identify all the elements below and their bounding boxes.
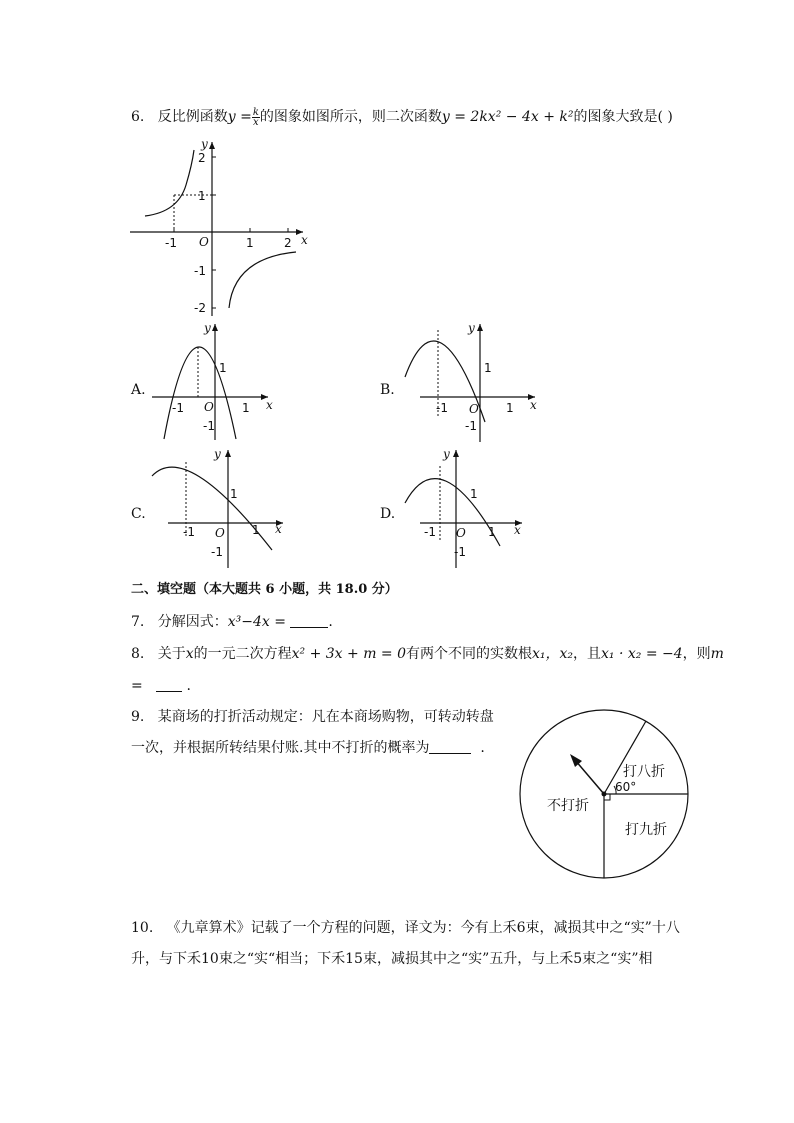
svg-text:O: O <box>456 526 466 540</box>
svg-text:1: 1 <box>219 361 227 375</box>
q8-equation: x² + 3x + m = 0 <box>291 646 407 662</box>
svg-text:-1: -1 <box>424 525 436 539</box>
q6-number: 6. <box>131 109 145 125</box>
q9-line1: 9. 某商场的打折活动规定：凡在本商场购物，可转动转盘 <box>131 709 494 725</box>
main-xtick-neg1: -1 <box>165 236 177 250</box>
svg-text:1: 1 <box>506 401 514 415</box>
q6-text-before: 反比例函数 <box>157 109 228 125</box>
svg-text:1: 1 <box>242 401 250 415</box>
option-a-graph[interactable] <box>150 322 280 442</box>
q6-main-graph <box>128 137 328 320</box>
q6-line <box>131 107 673 127</box>
wheel-angle: 60° <box>615 780 637 794</box>
q9-spinner-wheel <box>517 706 697 886</box>
section2-title: 二、填空题（本大题共 6 小题，共 18.0 分） <box>131 582 398 597</box>
svg-text:1: 1 <box>488 525 496 539</box>
option-d-label[interactable]: D. <box>380 506 396 522</box>
q8-answer-blank[interactable] <box>156 677 182 692</box>
q6-fraction: $\frac{k}{x}$ <box>252 106 259 128</box>
svg-text:y: y <box>204 321 211 335</box>
option-d-graph[interactable] <box>400 448 560 568</box>
svg-text:x: x <box>530 398 537 412</box>
svg-text:x: x <box>514 523 521 537</box>
wheel-pointer <box>575 760 604 794</box>
svg-text:1: 1 <box>470 487 478 501</box>
svg-text:-1: -1 <box>465 419 477 433</box>
q10-line2: 升，与下禾10束之“实“相当；下禾15束，减损其中之“实”五升，与上禾5束之“实”相 <box>131 951 653 967</box>
wheel-sector-8: 打八折 <box>623 764 665 780</box>
main-xtick-1: 1 <box>246 236 254 250</box>
main-ytick-neg2: -2 <box>194 301 206 315</box>
option-b-graph[interactable] <box>400 322 560 442</box>
q7-line: 7. 分解因式：x³−4x = . <box>131 614 333 630</box>
main-ytick-1: 1 <box>198 189 206 203</box>
q6-formula1-lhs: y = <box>227 109 252 125</box>
svg-text:-1: -1 <box>203 419 215 433</box>
svg-text:1: 1 <box>252 523 260 537</box>
q6-formula2: y = 2kx² − 4x + k² <box>441 109 574 125</box>
svg-text:x: x <box>266 398 273 412</box>
svg-text:-1: -1 <box>211 545 223 559</box>
svg-text:y: y <box>468 321 475 335</box>
q6-text-after: 的图象大致是( ) <box>573 109 673 125</box>
svg-text:1: 1 <box>484 361 492 375</box>
q7-formula: x³−4x = <box>227 614 286 630</box>
q7-answer-blank[interactable] <box>290 613 328 628</box>
svg-text:y: y <box>214 447 221 461</box>
option-a-label[interactable]: A. <box>131 382 146 398</box>
main-xtick-2: 2 <box>284 236 292 250</box>
svg-text:-1: -1 <box>436 401 448 415</box>
q7-text: 分解因式： <box>157 614 228 630</box>
hyperbola-branch-q4 <box>229 252 296 308</box>
wheel-sector-none: 不打折 <box>547 798 589 814</box>
main-x-label: x <box>301 233 308 247</box>
q6-text-mid: 的图象如图所示，则二次函数 <box>259 109 442 125</box>
q8-product: x₁ · x₂ = −4 <box>601 646 683 662</box>
svg-text:O: O <box>469 402 479 416</box>
q9-answer-blank[interactable] <box>429 739 471 754</box>
option-b-label[interactable]: B. <box>380 382 395 398</box>
svg-text:O: O <box>215 526 225 540</box>
main-y-label: y <box>201 137 208 151</box>
q9-line2: 一次，并根据所转结果付账.其中不打折的概率为 . <box>131 740 485 756</box>
svg-text:1: 1 <box>230 487 238 501</box>
q8-line2: = . <box>131 678 191 694</box>
svg-text:-1: -1 <box>454 545 466 559</box>
option-c-graph[interactable] <box>148 448 308 568</box>
q8-roots: x₁，x₂ <box>532 646 574 662</box>
q10-line1: 10. 《九章算术》记载了一个方程的问题，译文为：今有上禾6束，减损其中之“实”十八 <box>131 920 680 936</box>
svg-text:x: x <box>275 522 282 536</box>
hyperbola-branch-q2 <box>145 150 194 216</box>
wheel-sector-9: 打九折 <box>625 822 667 838</box>
svg-text:-1: -1 <box>183 525 195 539</box>
svg-text:-1: -1 <box>172 401 184 415</box>
main-ytick-2: 2 <box>198 151 206 165</box>
main-ytick-neg1: -1 <box>194 264 206 278</box>
option-c-label[interactable]: C. <box>131 506 146 522</box>
svg-text:O: O <box>204 400 214 414</box>
q8-line1: 8. 关于x的一元二次方程x² + 3x + m = 0有两个不同的实数根x₁，x₂，且x₁ · x₂ = −4，则m <box>131 646 724 662</box>
svg-text:y: y <box>443 447 450 461</box>
main-origin: O <box>199 235 209 249</box>
